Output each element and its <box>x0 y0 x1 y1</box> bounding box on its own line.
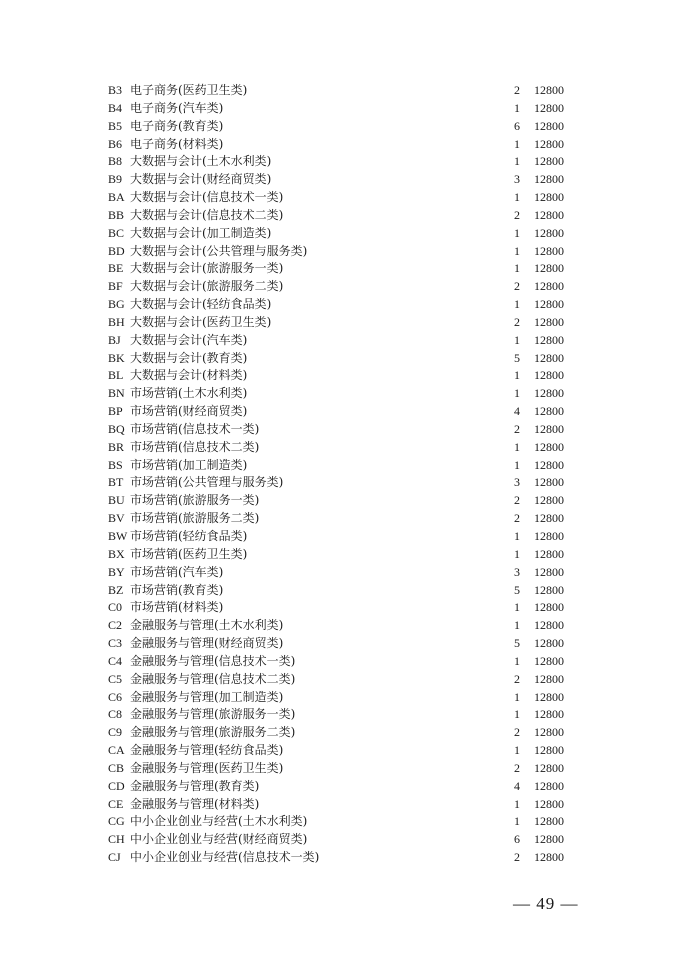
row-code: BY <box>108 564 125 579</box>
row-code: C4 <box>108 653 123 668</box>
row-count: 1 <box>514 136 520 151</box>
row-major-name: 金融服务与管理(信息技术一类) <box>130 653 296 668</box>
row-fee: 12800 <box>534 618 564 633</box>
table-row <box>0 760 680 778</box>
table-row <box>0 510 680 528</box>
row-fee: 12800 <box>534 814 564 829</box>
table-row <box>0 350 680 368</box>
row-major-name: 大数据与会计(汽车类) <box>130 332 248 347</box>
table-row <box>0 136 680 154</box>
row-code: BZ <box>108 582 124 597</box>
row-major-name: 电子商务(材料类) <box>130 136 224 151</box>
row-count: 6 <box>514 832 520 847</box>
row-major-name: 市场营销(信息技术二类) <box>130 439 260 454</box>
row-major-name: 金融服务与管理(旅游服务二类) <box>130 725 296 740</box>
row-code: B8 <box>108 154 123 169</box>
table-row <box>0 528 680 546</box>
row-fee: 12800 <box>534 332 564 347</box>
row-code: BW <box>108 529 128 543</box>
table-row <box>0 207 680 225</box>
row-fee: 12800 <box>534 511 564 526</box>
row-count: 6 <box>514 118 520 133</box>
row-major-name: 市场营销(教育类) <box>130 582 224 597</box>
row-fee: 12800 <box>534 83 564 97</box>
table-row <box>0 599 680 617</box>
row-major-name: 中小企业创业与经营(信息技术一类) <box>130 850 320 865</box>
row-fee: 12800 <box>534 689 564 704</box>
row-fee: 12800 <box>534 243 564 258</box>
row-code: BD <box>108 243 125 258</box>
table-row <box>0 385 680 403</box>
table-row <box>0 243 680 261</box>
row-major-name: 大数据与会计(加工制造类) <box>130 225 272 240</box>
row-code: C9 <box>108 725 123 740</box>
row-major-name: 金融服务与管理(教育类) <box>130 778 260 793</box>
row-major-name: 中小企业创业与经营(财经商贸类) <box>130 832 308 847</box>
enrollment-table <box>0 82 680 867</box>
row-code: B9 <box>108 172 123 187</box>
row-code: BE <box>108 261 124 276</box>
row-code: BU <box>108 493 125 508</box>
row-code: CG <box>108 814 125 829</box>
table-row <box>0 171 680 189</box>
table-row <box>0 260 680 278</box>
row-major-name: 市场营销(材料类) <box>130 600 224 615</box>
row-count: 1 <box>514 707 520 722</box>
row-fee: 12800 <box>534 529 564 543</box>
table-row <box>0 403 680 421</box>
row-fee: 12800 <box>534 421 564 436</box>
row-fee: 12800 <box>534 225 564 240</box>
row-fee: 12800 <box>534 172 564 187</box>
row-major-name: 市场营销(轻纺食品类) <box>130 529 248 543</box>
row-count: 2 <box>514 421 520 436</box>
row-count: 1 <box>514 297 520 312</box>
table-row <box>0 153 680 171</box>
row-code: BK <box>108 350 125 365</box>
row-code: BL <box>108 368 124 383</box>
row-count: 5 <box>514 582 520 597</box>
row-fee: 12800 <box>534 493 564 508</box>
row-major-name: 市场营销(旅游服务二类) <box>130 511 260 526</box>
row-code: BR <box>108 439 125 454</box>
row-fee: 12800 <box>534 832 564 847</box>
row-count: 1 <box>514 457 520 472</box>
row-count: 5 <box>514 636 520 651</box>
row-fee: 12800 <box>534 207 564 222</box>
row-code: BS <box>108 457 123 472</box>
row-code: CE <box>108 796 124 811</box>
row-fee: 12800 <box>534 261 564 276</box>
row-fee: 12800 <box>534 475 564 490</box>
table-row <box>0 457 680 475</box>
row-fee: 12800 <box>534 582 564 597</box>
row-fee: 12800 <box>534 564 564 579</box>
row-count: 1 <box>514 814 520 829</box>
row-code: B5 <box>108 118 123 133</box>
table-row <box>0 225 680 243</box>
row-count: 1 <box>514 225 520 240</box>
table-row <box>0 474 680 492</box>
row-count: 1 <box>514 243 520 258</box>
row-code: CB <box>108 760 125 775</box>
row-count: 5 <box>514 350 520 365</box>
row-major-name: 市场营销(汽车类) <box>130 564 224 579</box>
table-row <box>0 100 680 118</box>
row-major-name: 大数据与会计(信息技术一类) <box>130 190 284 205</box>
row-major-name: 市场营销(财经商贸类) <box>130 404 248 419</box>
row-count: 1 <box>514 100 520 115</box>
row-code: BB <box>108 207 125 222</box>
row-code: B4 <box>108 100 123 115</box>
row-fee: 12800 <box>534 279 564 294</box>
row-major-name: 大数据与会计(轻纺食品类) <box>130 297 272 312</box>
table-row <box>0 582 680 600</box>
row-fee: 12800 <box>534 190 564 205</box>
table-row <box>0 813 680 831</box>
row-count: 2 <box>514 850 520 865</box>
row-code: BP <box>108 404 123 419</box>
row-fee: 12800 <box>534 725 564 740</box>
row-major-name: 大数据与会计(土木水利类) <box>130 154 272 169</box>
row-count: 3 <box>514 172 520 187</box>
table-row <box>0 189 680 207</box>
row-major-name: 市场营销(土木水利类) <box>130 386 248 401</box>
row-count: 1 <box>514 261 520 276</box>
table-row <box>0 724 680 742</box>
row-count: 2 <box>514 207 520 222</box>
row-major-name: 金融服务与管理(轻纺食品类) <box>130 743 284 758</box>
table-row <box>0 118 680 136</box>
row-major-name: 市场营销(公共管理与服务类) <box>130 475 284 490</box>
table-row <box>0 82 680 100</box>
row-count: 2 <box>514 760 520 775</box>
row-fee: 12800 <box>534 778 564 793</box>
row-count: 2 <box>514 493 520 508</box>
row-code: CJ <box>108 850 121 865</box>
row-count: 2 <box>514 725 520 740</box>
row-fee: 12800 <box>534 707 564 722</box>
row-fee: 12800 <box>534 796 564 811</box>
row-count: 1 <box>514 796 520 811</box>
row-code: CH <box>108 832 125 847</box>
row-major-name: 金融服务与管理(旅游服务一类) <box>130 707 296 722</box>
row-major-name: 大数据与会计(财经商贸类) <box>130 172 272 187</box>
row-fee: 12800 <box>534 136 564 151</box>
row-fee: 12800 <box>534 636 564 651</box>
row-count: 1 <box>514 529 520 543</box>
row-count: 1 <box>514 332 520 347</box>
row-major-name: 大数据与会计(医药卫生类) <box>130 314 272 329</box>
table-row <box>0 564 680 582</box>
table-row <box>0 778 680 796</box>
row-fee: 12800 <box>534 314 564 329</box>
row-count: 1 <box>514 190 520 205</box>
row-count: 1 <box>514 546 520 561</box>
row-fee: 12800 <box>534 350 564 365</box>
row-count: 1 <box>514 439 520 454</box>
row-count: 4 <box>514 404 520 419</box>
row-fee: 12800 <box>534 671 564 686</box>
row-major-name: 金融服务与管理(材料类) <box>130 796 260 811</box>
row-fee: 12800 <box>534 653 564 668</box>
row-major-name: 电子商务(医药卫生类) <box>130 83 248 97</box>
table-row <box>0 742 680 760</box>
table-row <box>0 671 680 689</box>
row-fee: 12800 <box>534 368 564 383</box>
row-fee: 12800 <box>534 546 564 561</box>
table-row <box>0 332 680 350</box>
table-row <box>0 849 680 867</box>
page-number: — 49 — <box>513 894 579 913</box>
table-row <box>0 617 680 635</box>
row-count: 3 <box>514 564 520 579</box>
row-code: BF <box>108 279 123 294</box>
row-major-name: 电子商务(汽车类) <box>130 100 224 115</box>
row-major-name: 电子商务(教育类) <box>130 118 224 133</box>
row-major-name: 大数据与会计(材料类) <box>130 368 248 383</box>
table-row <box>0 421 680 439</box>
row-count: 1 <box>514 689 520 704</box>
table-row <box>0 314 680 332</box>
row-major-name: 市场营销(加工制造类) <box>130 457 248 472</box>
row-fee: 12800 <box>534 760 564 775</box>
table-row <box>0 831 680 849</box>
row-fee: 12800 <box>534 404 564 419</box>
row-major-name: 市场营销(信息技术一类) <box>130 421 260 436</box>
row-count: 1 <box>514 368 520 383</box>
row-code: BV <box>108 511 125 526</box>
row-fee: 12800 <box>534 439 564 454</box>
row-count: 2 <box>514 279 520 294</box>
table-row <box>0 278 680 296</box>
row-count: 2 <box>514 314 520 329</box>
row-code: C8 <box>108 707 123 722</box>
table-row <box>0 546 680 564</box>
row-code: C3 <box>108 636 123 651</box>
row-code: BC <box>108 225 125 240</box>
row-fee: 12800 <box>534 118 564 133</box>
row-code: BN <box>108 386 125 401</box>
table-row <box>0 653 680 671</box>
row-fee: 12800 <box>534 154 564 169</box>
row-major-name: 金融服务与管理(信息技术二类) <box>130 671 296 686</box>
table-row <box>0 439 680 457</box>
row-code: CD <box>108 778 125 793</box>
row-code: C5 <box>108 671 123 686</box>
row-fee: 12800 <box>534 386 564 401</box>
row-major-name: 市场营销(旅游服务一类) <box>130 493 260 508</box>
row-code: BG <box>108 297 125 312</box>
row-major-name: 金融服务与管理(土木水利类) <box>130 618 284 633</box>
row-code: B3 <box>108 83 123 97</box>
table-row <box>0 635 680 653</box>
row-fee: 12800 <box>534 600 564 615</box>
row-major-name: 大数据与会计(旅游服务一类) <box>130 261 284 276</box>
table-row <box>0 689 680 707</box>
row-major-name: 金融服务与管理(医药卫生类) <box>130 760 284 775</box>
row-code: BT <box>108 475 124 490</box>
row-code: BQ <box>108 421 125 436</box>
row-count: 1 <box>514 618 520 633</box>
table-row <box>0 367 680 385</box>
row-count: 1 <box>514 600 520 615</box>
table-row <box>0 796 680 814</box>
table-row <box>0 706 680 724</box>
row-code: BH <box>108 314 125 329</box>
row-major-name: 大数据与会计(教育类) <box>130 350 248 365</box>
row-code: C6 <box>108 689 123 704</box>
row-code: CA <box>108 743 125 758</box>
row-count: 2 <box>514 671 520 686</box>
row-code: B6 <box>108 136 123 151</box>
row-fee: 12800 <box>534 743 564 758</box>
row-major-name: 金融服务与管理(财经商贸类) <box>130 636 284 651</box>
row-fee: 12800 <box>534 297 564 312</box>
table-row <box>0 492 680 510</box>
row-code: BX <box>108 546 125 561</box>
row-major-name: 金融服务与管理(加工制造类) <box>130 689 284 704</box>
row-code: C2 <box>108 618 123 633</box>
row-code: BJ <box>108 332 121 347</box>
row-count: 1 <box>514 653 520 668</box>
row-count: 1 <box>514 386 520 401</box>
table-row <box>0 296 680 314</box>
row-major-name: 大数据与会计(公共管理与服务类) <box>130 243 308 258</box>
row-major-name: 市场营销(医药卫生类) <box>130 546 248 561</box>
row-count: 4 <box>514 778 520 793</box>
row-count: 1 <box>514 154 520 169</box>
row-major-name: 大数据与会计(信息技术二类) <box>130 207 284 222</box>
row-major-name: 中小企业创业与经营(土木水利类) <box>130 814 308 829</box>
row-code: C0 <box>108 600 123 615</box>
row-major-name: 大数据与会计(旅游服务二类) <box>130 279 284 294</box>
row-fee: 12800 <box>534 100 564 115</box>
row-count: 3 <box>514 475 520 490</box>
row-code: BA <box>108 190 125 205</box>
row-fee: 12800 <box>534 850 564 865</box>
row-fee: 12800 <box>534 457 564 472</box>
row-count: 2 <box>514 83 520 97</box>
row-count: 2 <box>514 511 520 526</box>
row-count: 1 <box>514 743 520 758</box>
